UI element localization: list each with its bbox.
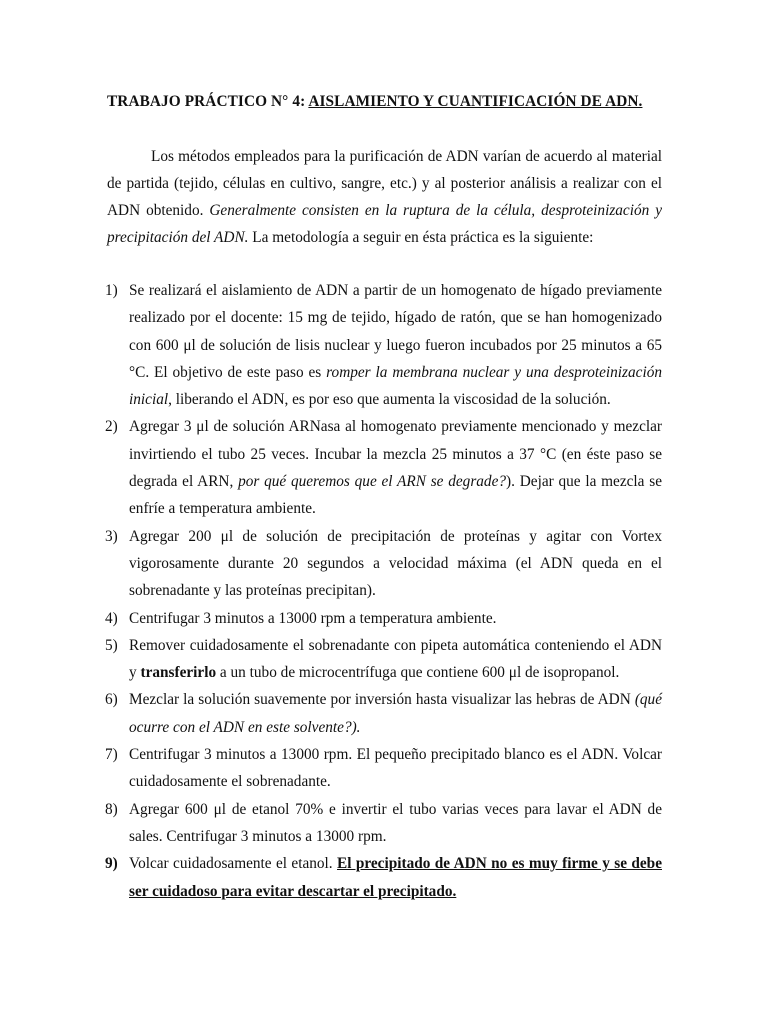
step-text: Agregar 600 μl de etanol 70% e invertir el tubo varias veces para lavar el ADN de sales. Centrifugar 3 minutos a 13000 rpm. bbox=[129, 800, 662, 845]
step-text-end: ). Dejar que la mezcla se enfríe a temperatura ambiente. bbox=[129, 473, 662, 518]
list-item bbox=[107, 796, 662, 851]
step-text-end: a un tubo de microcentrífuga que contiene 600 μl de isopropanol. bbox=[216, 664, 620, 682]
step-text: Mezclar la solución suavemente por inversión hasta visualizar las hebras de ADN bbox=[129, 691, 635, 709]
step-warning-text: El precipitado de ADN no es muy firme y se debe ser cuidadoso para evitar descartar el precipitado. bbox=[129, 855, 662, 900]
list-item bbox=[107, 605, 662, 632]
step-number: 4) bbox=[105, 609, 118, 627]
step-text: Volcar cuidadosamente el etanol. bbox=[129, 855, 338, 873]
step-text-bold: transferirlo bbox=[140, 664, 217, 682]
step-number: 5) bbox=[105, 636, 118, 654]
list-item bbox=[107, 686, 662, 741]
procedure-list bbox=[107, 277, 662, 905]
step-number: 1) bbox=[105, 282, 118, 299]
step-text: Remover cuidadosamente el sobrenadante con pipeta automática conteniendo el ADN y bbox=[129, 636, 662, 682]
step-text: Se realizará el aislamiento de ADN a partir de un homogenato de hígado previamente realizado por el docente: 15 mg de tejido, hígado de ratón, que se han homogenizado con 600 μl de solución de lisis nuclear y luego fueron incubados por 25 minutos a 65 °C. El objetivo de este paso es bbox=[129, 282, 662, 381]
list-item bbox=[107, 523, 662, 605]
step-text: Centrifugar 3 minutos a 13000 rpm a temperatura ambiente. bbox=[129, 609, 497, 627]
intro-paragraph bbox=[107, 143, 662, 251]
step-number: 7) bbox=[105, 746, 118, 764]
list-item bbox=[107, 741, 662, 796]
list-item bbox=[107, 277, 662, 413]
list-item bbox=[107, 850, 662, 905]
step-text: Centrifugar 3 minutos a 13000 rpm. El pequeño precipitado blanco es el ADN. Volcar cuidadosamente el sobrenadante. bbox=[129, 746, 662, 791]
step-number: 2) bbox=[105, 418, 118, 436]
title-prefix: TRABAJO PRÁCTICO N° 4: bbox=[107, 93, 306, 110]
list-item bbox=[107, 632, 662, 687]
title-main: AISLAMIENTO Y CUANTIFICACIÓN DE ADN. bbox=[308, 93, 643, 110]
step-text-italic: (qué ocurre con el ADN en este solvente?). bbox=[129, 691, 662, 736]
intro-text-italic: Generalmente consisten en la ruptura de la célula, desproteinización y precipitación del ADN. bbox=[107, 202, 662, 246]
step-text-end: , liberando el ADN, es por eso que aumenta la viscosidad de la solución. bbox=[168, 391, 611, 409]
step-text-italic: por qué queremos que el ARN se degrade? bbox=[238, 473, 507, 491]
step-number: 8) bbox=[105, 800, 118, 818]
step-text-italic: romper la membrana nuclear y una desproteinización inicial bbox=[129, 363, 662, 409]
intro-text-1: Los métodos empleados para la purificación de ADN varían de acuerdo al material de partida (tejido, células en cultivo, sangre, etc.) y al posterior análisis a realizar con el ADN obtenido. bbox=[107, 148, 662, 219]
step-number: 9) bbox=[105, 855, 118, 873]
intro-text-2: La metodología a seguir en ésta práctica es la siguiente: bbox=[248, 229, 594, 246]
step-number: 3) bbox=[105, 527, 118, 545]
step-number: 6) bbox=[105, 691, 118, 709]
list-item bbox=[107, 413, 662, 522]
step-text: Agregar 200 μl de solución de precipitación de proteínas y agitar con Vortex vigorosamente durante 20 segundos a velocidad máxima (el ADN queda en el sobrenadante y las proteínas precipitan). bbox=[129, 527, 662, 600]
document-title bbox=[107, 93, 642, 111]
step-text: Agregar 3 μl de solución ARNasa al homogenato previamente mencionado y mezclar invirtiendo el tubo 25 veces. Incubar la mezcla 25 minutos a 37 °C (en éste paso se degrada el ARN, bbox=[129, 418, 662, 491]
